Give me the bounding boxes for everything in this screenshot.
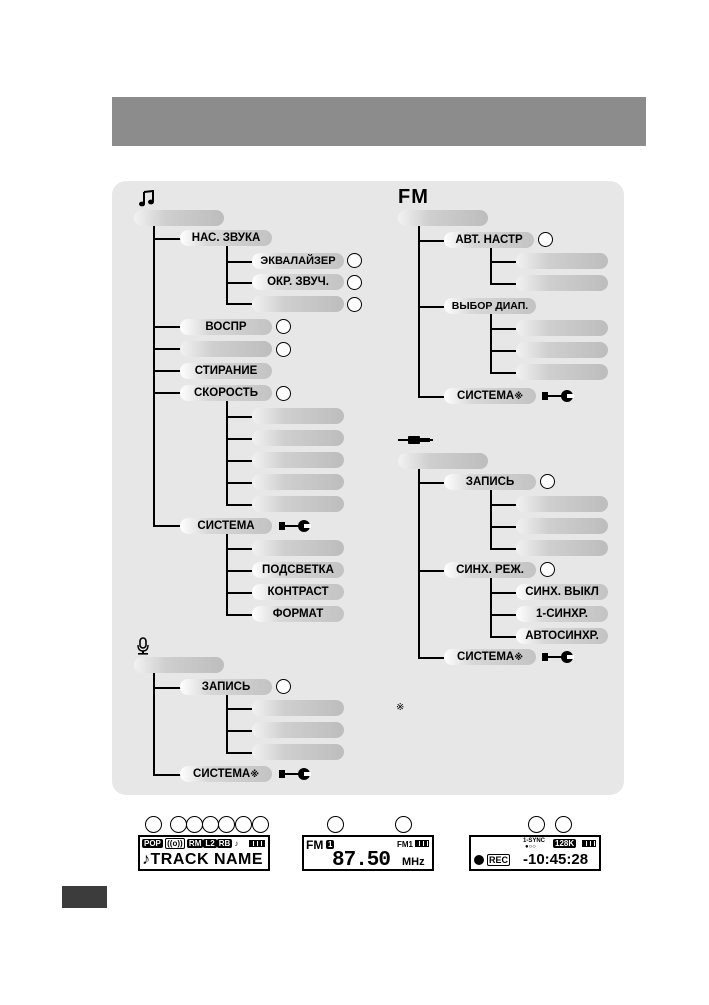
tree-line	[153, 687, 181, 689]
sync-indicator: 1-SYNC	[523, 838, 546, 844]
repeat-mode-icon: RM	[188, 839, 202, 848]
menu-fm-system	[444, 388, 536, 404]
bitrate-badge: 128K	[555, 839, 575, 848]
callout-circle	[186, 816, 203, 833]
header-bar	[112, 97, 646, 146]
menu-voice-system-label: СИСТЕМА	[193, 768, 251, 780]
menu-empty-pill	[516, 540, 608, 556]
tree-line	[490, 350, 516, 352]
step-number-circle	[276, 342, 291, 357]
tree-line	[226, 592, 252, 594]
step-number-circle	[347, 297, 362, 312]
callout-circle	[235, 816, 252, 833]
tree-line	[226, 416, 252, 418]
random-mode-icon: RB	[218, 839, 231, 848]
menu-empty-pill	[252, 540, 344, 556]
step-number-circle	[276, 386, 291, 401]
menu-empty-pill	[252, 408, 344, 424]
tree-line	[226, 482, 252, 484]
tree-line	[418, 570, 444, 572]
tree-line	[226, 570, 252, 572]
callout-circle	[170, 816, 187, 833]
tree-line	[490, 314, 492, 373]
tree-line	[226, 708, 252, 710]
menu-empty-pill	[516, 496, 608, 512]
music-lcd-status-row	[142, 839, 239, 848]
callout-circle	[218, 816, 235, 833]
menu-sound-settings: НАС. ЗВУКА	[180, 230, 272, 246]
tree-line	[153, 370, 181, 372]
tree-line	[490, 283, 516, 285]
menu-erase: СТИРАНИЕ	[180, 363, 272, 379]
tree-line	[418, 396, 444, 398]
menu-backlight: ПОДСВЕТКА	[252, 562, 344, 578]
tree-line	[226, 752, 252, 754]
tree-line	[490, 328, 516, 330]
music-root-pill	[134, 210, 224, 226]
step-number-circle	[276, 319, 291, 334]
tree-line	[418, 482, 444, 484]
genre-pop-icon: POP	[144, 839, 161, 848]
wrench-icon	[540, 389, 574, 403]
record-lcd-display	[469, 835, 601, 871]
menu-empty-pill	[516, 320, 608, 336]
fm-unit: MHz	[402, 856, 425, 868]
callout-circle	[202, 816, 219, 833]
track-name-text: ♪TRACK NAME	[142, 851, 264, 868]
step-number-circle	[347, 275, 362, 290]
battery-icon	[249, 840, 265, 847]
tree-line	[490, 614, 516, 616]
sync-dots-icon: ●○○	[525, 844, 536, 850]
fm-root-pill	[398, 210, 488, 226]
menu-empty-pill	[516, 342, 608, 358]
menu-empty-pill	[180, 341, 272, 357]
tree-line	[490, 548, 516, 550]
wrench-icon	[277, 519, 311, 533]
callout-circle	[528, 816, 545, 833]
record-time: -10:45:28	[523, 851, 589, 868]
menu-line-system	[444, 649, 536, 665]
tree-line	[226, 282, 252, 284]
menu-voice-record: ЗАПИСЬ	[180, 679, 272, 695]
menu-surround: ОКР. ЗВУЧ.	[252, 274, 344, 290]
menu-empty-pill	[252, 700, 344, 716]
tree-line	[226, 303, 252, 305]
menu-format: ФОРМАТ	[252, 606, 344, 622]
menu-contrast: КОНТРАСТ	[252, 584, 344, 600]
menu-empty-pill	[252, 296, 344, 312]
tree-line	[490, 261, 516, 263]
tree-line	[418, 240, 444, 242]
footnote-mark: ※	[250, 769, 259, 779]
menu-empty-pill	[252, 722, 344, 738]
callout-circle	[252, 816, 269, 833]
menu-sync-off: СИНХ. ВЫКЛ	[516, 584, 608, 600]
step-number-circle	[538, 232, 553, 247]
tree-line	[490, 372, 516, 374]
menu-line-system-label: СИСТЕМА	[457, 651, 515, 663]
menu-line-record: ЗАПИСЬ	[444, 474, 536, 490]
tree-line	[226, 504, 252, 506]
page-number-tab	[62, 886, 107, 908]
tree-line	[418, 226, 420, 397]
tree-line	[153, 326, 181, 328]
level-icon: L2	[205, 839, 215, 848]
record-dot-icon	[474, 855, 484, 865]
tree-line	[490, 578, 492, 637]
tree-line	[490, 248, 492, 284]
tree-line	[226, 614, 252, 616]
tree-line	[153, 238, 181, 240]
menu-sync-one: 1-СИНХР.	[516, 606, 608, 622]
tree-line	[226, 246, 228, 304]
fm-frequency: 87.50	[332, 849, 391, 871]
menu-empty-pill	[516, 364, 608, 380]
music-note-icon	[137, 190, 155, 208]
menu-empty-pill	[252, 474, 344, 490]
music-lcd-display	[138, 835, 270, 871]
menu-band-select: ВЫБОР ДИАП.	[444, 298, 536, 314]
tree-line	[418, 469, 420, 658]
step-number-circle	[347, 253, 362, 268]
callout-circle	[327, 816, 344, 833]
menu-speed: СКОРОСТЬ	[180, 385, 272, 401]
fm-band-label: FM	[306, 838, 324, 852]
tree-line	[153, 392, 181, 394]
tree-line	[226, 730, 252, 732]
tree-line	[153, 226, 155, 527]
step-number-circle	[540, 474, 555, 489]
line-in-plug-icon	[398, 434, 434, 446]
note-icon: ♪	[234, 839, 239, 848]
tree-line	[226, 438, 252, 440]
line-in-root-pill	[398, 453, 488, 469]
menu-fm-system-label: СИСТЕМА	[457, 390, 515, 402]
tree-line	[490, 490, 492, 549]
tree-line	[226, 695, 228, 753]
menu-equalizer: ЭКВАЛАЙЗЕР	[252, 253, 344, 269]
fm-preset-badge: 1	[328, 840, 333, 849]
voice-root-pill	[134, 657, 224, 673]
battery-icon	[415, 840, 429, 847]
menu-empty-pill	[252, 496, 344, 512]
menu-empty-pill	[252, 744, 344, 760]
menu-system: СИСТЕМА	[180, 518, 272, 534]
surround-icon: ((o))	[167, 839, 183, 848]
menu-empty-pill	[516, 253, 608, 269]
menu-playback: ВОСПР	[180, 319, 272, 335]
step-number-circle	[276, 679, 291, 694]
menu-empty-pill	[252, 430, 344, 446]
footnote-mark: ※	[396, 702, 405, 713]
menu-sync-auto: АВТОСИНХР.	[516, 628, 608, 644]
tree-line	[418, 306, 444, 308]
menu-sync-mode: СИНХ. РЕЖ.	[444, 562, 536, 578]
tree-line	[153, 348, 181, 350]
tree-line	[153, 774, 181, 776]
tree-line	[226, 548, 252, 550]
tree-line	[490, 526, 516, 528]
menu-empty-pill	[516, 518, 608, 534]
menu-empty-pill	[252, 452, 344, 468]
fm-lcd-display	[302, 835, 434, 871]
footnote-mark: ※	[514, 652, 523, 662]
callout-circle	[555, 816, 572, 833]
tree-line	[226, 261, 252, 263]
tree-line	[226, 534, 228, 615]
menu-voice-system	[180, 766, 272, 782]
tree-line	[490, 592, 516, 594]
battery-icon	[582, 840, 596, 847]
fm-title: FM	[398, 186, 429, 208]
callout-circle	[145, 816, 162, 833]
footnote-mark: ※	[514, 391, 523, 401]
tree-line	[418, 657, 444, 659]
tree-line	[490, 504, 516, 506]
tree-line	[153, 525, 181, 527]
tree-line	[490, 636, 516, 638]
callout-circle	[395, 816, 412, 833]
microphone-icon	[136, 637, 150, 655]
menu-empty-pill	[516, 275, 608, 291]
fm-preset-label: FM1	[397, 840, 413, 849]
tree-line	[226, 460, 252, 462]
wrench-icon	[540, 650, 574, 664]
menu-auto-preset: АВТ. НАСТР	[444, 232, 534, 248]
wrench-icon	[277, 767, 311, 781]
step-number-circle	[540, 562, 555, 577]
rec-label: REC	[489, 855, 509, 865]
